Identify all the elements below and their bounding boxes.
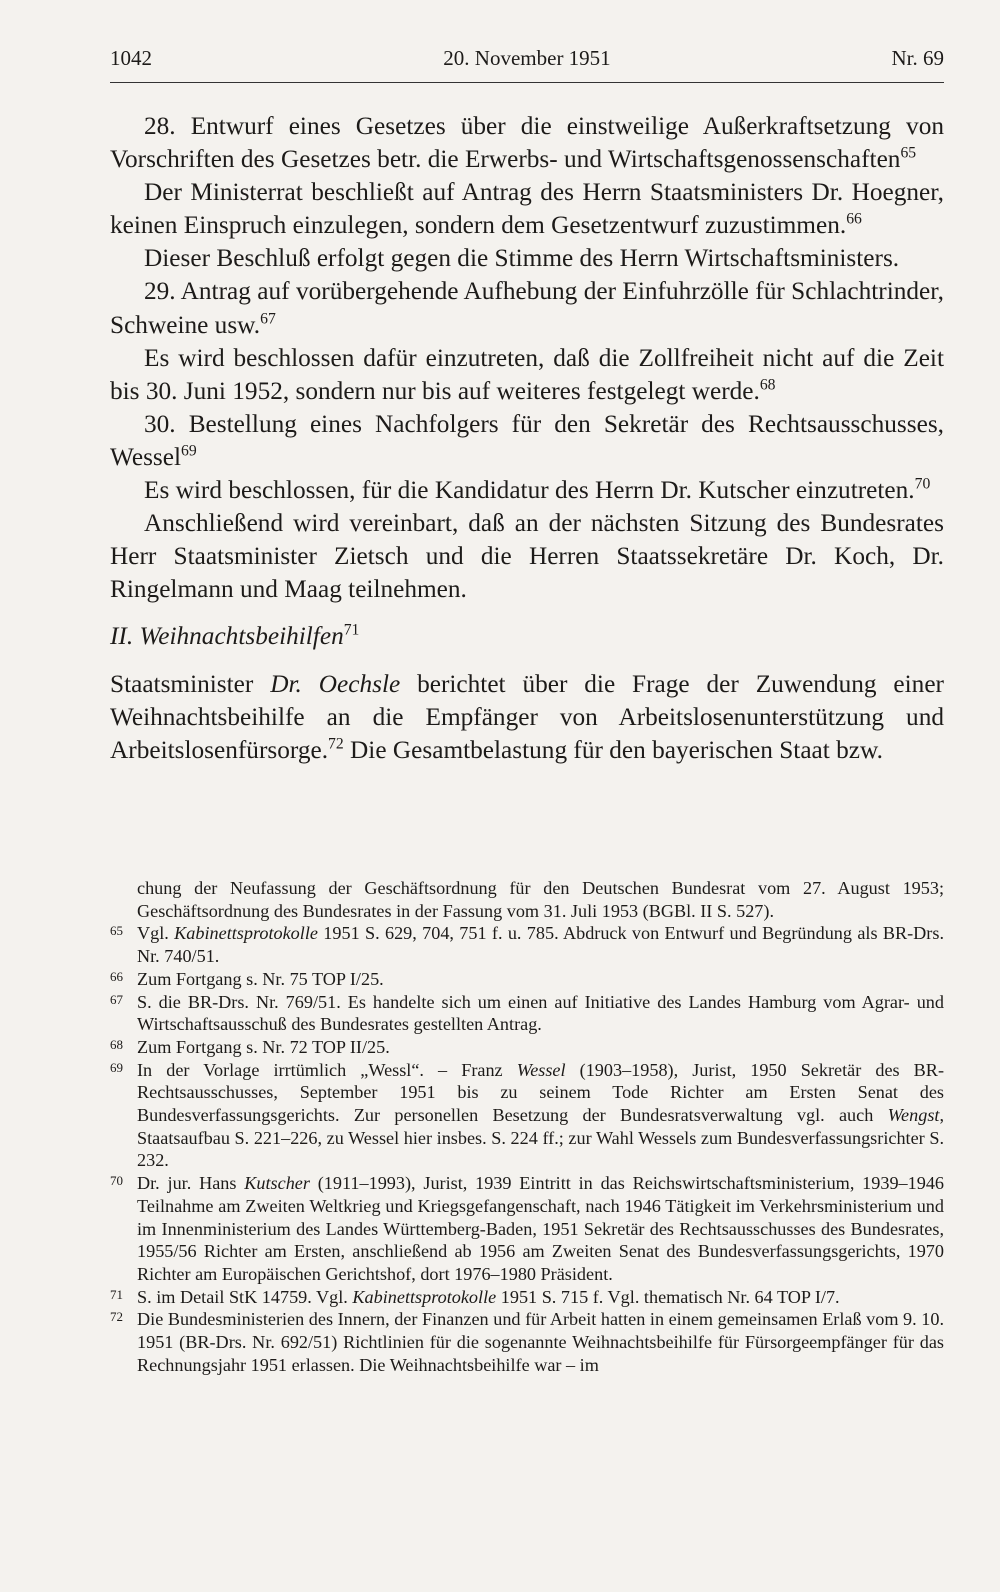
- footnote-70: 70 Dr. jur. Hans Kutscher (1911–1993), Jurist, 1939 Eintritt in das Reichswirtschaftsministerium, 1939–1946 Teilnahme am Zweiten Weltkrieg und Kriegsgefangenschaft, nach 1946 Tätigkeit im Verkehrsministerium und im Innenministerium des Landes Württemberg-Baden, 1951 Sekretär des Rechtsausschusses des Bundesrates, 1955/56 Richter am Ersten, anschließend ab 1956 am Zweiten Senat des Bundesverfassungsgerichts, 1970 Richter am Europäischen Gerichtshof, dort 1976–1980 Präsident.: [110, 1173, 945, 1284]
- item-28-vote: Dieser Beschluß erfolgt gegen die Stimme des Herrn Wirtschaftsministers.: [144, 244, 900, 273]
- section-heading: II. Weihnachtsbeihilfen$^{71}$: [110, 621, 360, 651]
- footnotes: [110, 877, 944, 1376]
- document-number: Nr. 69: [891, 46, 944, 70]
- footnote-66: 66 Zum Fortgang s. Nr. 75 TOP I/25.: [110, 968, 384, 989]
- item-30-title: 30. Bestellung eines Nachfolgers für den Sekretär des Rechtsausschusses, Wessel$^{69}$: [110, 409, 944, 471]
- item-30-followup: Anschließend wird vereinbart, daß an der nächsten Sitzung des Bundesrates Herr Staatsminister Zietsch und die Herren Staatssekretäre Dr. Koch, Dr. Ringelmann und Maag teilnehmen.: [110, 509, 944, 604]
- footnote-ref-69: 69: [181, 442, 197, 460]
- footnote-ref-70: 70: [914, 475, 931, 493]
- page-number: 1042: [110, 46, 152, 70]
- item-30-decision: Es wird beschlossen, für die Kandidatur des Herrn Dr. Kutscher einzutreten.$^{70}$: [144, 475, 931, 505]
- running-header: [110, 46, 944, 78]
- footnote-69: 69 In der Vorlage irrtümlich „Wessl“. – Franz Wessel (1903–1958), Jurist, 1950 Sekretär des BR-Rechtsausschusses, September 1951 bis zu seinem Tode Richter am Ersten Senat des Bundesverfassungsgerichts. Zur personellen Besetzung der Bundesratsverwaltung vgl. auch Wengst, Staatsaufbau S. 221–226, zu Wessel hier insbes. S. 224 ff.; zur Wahl Wessels zum Bundesverfassungsrichter S. 232.: [110, 1059, 944, 1171]
- item-28-title: 28. Entwurf eines Gesetzes über die einstweilige Außerkraftsetzung von Vorschriften des Gesetzes betr. die Erwerbs- und Wirtschaftsgenossenschaften$^{65}$: [110, 112, 944, 174]
- footnote-ref-65: 65: [900, 144, 917, 162]
- footnote-67: 67 S. die BR-Drs. Nr. 769/51. Es handelte sich um einen auf Initiative des Landes Hamburg vom Agrar- und Wirtschaftsausschuß des Bundesrates gestellten Antrag.: [110, 991, 944, 1035]
- item-28-decision: Der Ministerrat beschließt auf Antrag des Herrn Staatsministers Dr. Hoegner, keinen Einspruch einzulegen, sondern dem Gesetzentwurf zuzustimmen.$^{66}$: [110, 178, 944, 240]
- footnote-68: 68 Zum Fortgang s. Nr. 72 TOP II/25.: [110, 1036, 390, 1057]
- footnote-65: 65 Vgl. Kabinettsprotokolle 1951 S. 629, 704, 751 f. u. 785. Abdruck von Entwurf und Begründung als BR-Drs. Nr. 740/51.: [110, 923, 944, 967]
- footnote-ref-67: 67: [260, 310, 276, 328]
- item-29-decision: Es wird beschlossen dafür einzutreten, daß die Zollfreiheit nicht auf die Zeit bis 30. Juni 1952, sondern nur bis auf weiteres festgelegt werde.$^{68}$: [110, 343, 944, 405]
- header-date: 20. November 1951: [443, 46, 611, 70]
- person-name: Dr. Oechsle: [270, 669, 401, 698]
- header-rule: [110, 82, 944, 83]
- footnote-ref-72: 72: [328, 735, 344, 753]
- footnote-ref-68: 68: [759, 376, 776, 394]
- footnote-ref-66: 66: [846, 210, 862, 228]
- footnote-72: 72 Die Bundesministerien des Innern, der Finanzen und für Arbeit hatten in einem gemeinsamen Erlaß vom 9. 10. 1951 (BR-Drs. Nr. 692/51) Richtlinien für die sogenannte Weihnachtsbeihilfe für Fürsorgeempfänger für das Rechnungsjahr 1951 erlassen. Die Weihnachtsbeihilfe war – im: [110, 1309, 944, 1375]
- main-text: [110, 110, 944, 767]
- footnote-continuation: chung der Neufassung der Geschäftsordnung für den Deutschen Bundesrat vom 27. August 1953; Geschäftsordnung des Bundesrates in der Fassung vom 31. Juli 1953 (BGBl. II S. 527).: [137, 878, 944, 921]
- footnote-71: 71 S. im Detail StK 14759. Vgl. Kabinettsprotokolle 1951 S. 715 f. Vgl. thematisch Nr. 64 TOP I/7.: [110, 1286, 840, 1307]
- footnote-ref-71: 71: [343, 621, 360, 639]
- item-29-title: 29. Antrag auf vorübergehende Aufhebung der Einfuhrzölle für Schlachtrinder, Schweine usw.$^{67}$: [110, 277, 944, 339]
- section-paragraph: Staatsminister Dr. Oechsle berichtet über die Frage der Zuwendung einer Weihnachtsbeihilfe an die Empfänger von Arbeitslosenunterstützung und Arbeitslosenfürsorge.$^{72}$ Die Gesamtbelastung für den bayerischen Staat bzw.: [110, 669, 944, 764]
